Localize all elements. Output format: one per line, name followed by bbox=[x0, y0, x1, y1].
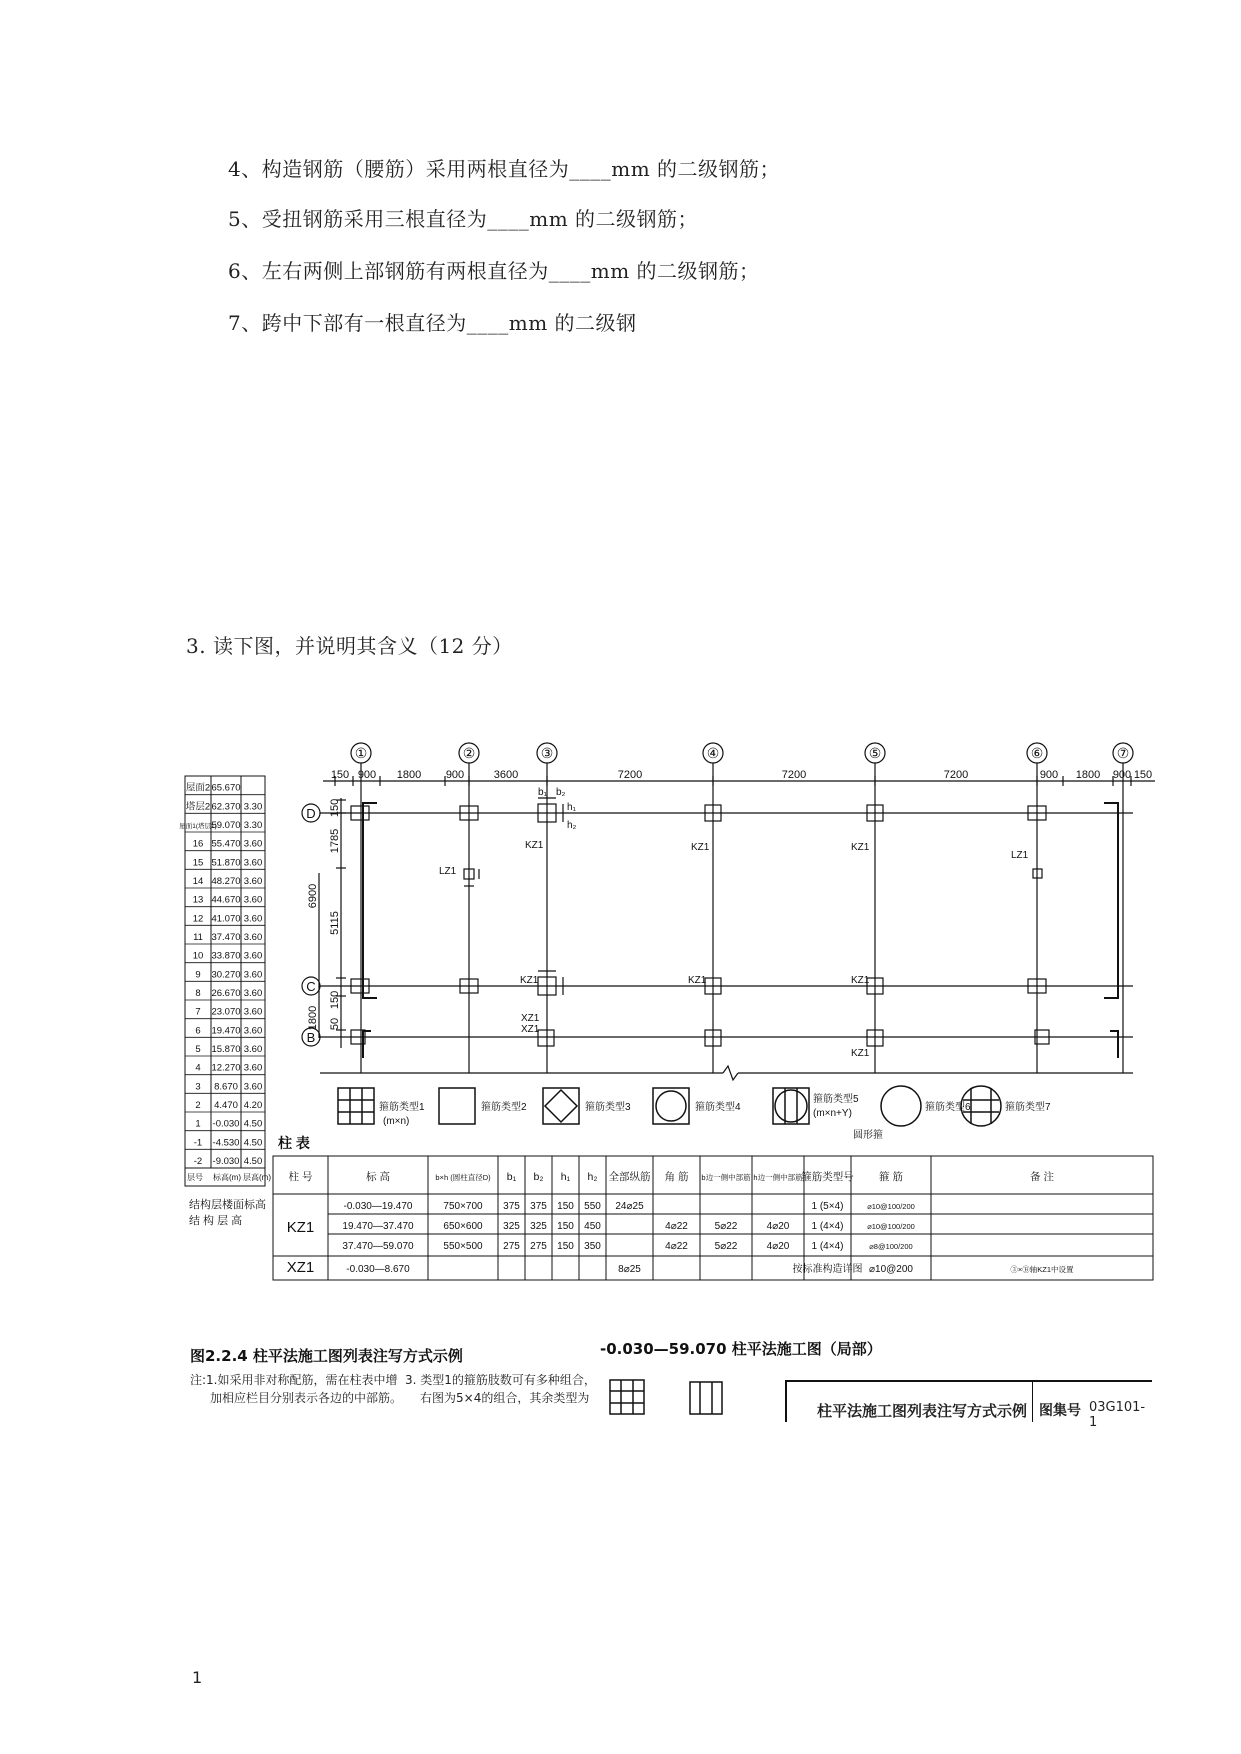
table-header: b边一侧中部筋 bbox=[701, 1173, 751, 1182]
stirrup-type-label: (m×n) bbox=[383, 1116, 410, 1127]
table-cell: ③×Ⓑ轴KZ1中设置 bbox=[1010, 1265, 1074, 1274]
table-cell: KZ1 bbox=[286, 1219, 315, 1236]
table-cell: 150 bbox=[557, 1221, 574, 1232]
level-cell: 3.60 bbox=[243, 950, 263, 962]
table-cell: 8⌀25 bbox=[618, 1264, 641, 1275]
table-cell: 37.470—59.070 bbox=[342, 1241, 414, 1252]
level-cell: 6 bbox=[195, 1025, 201, 1037]
level-cell: 3.30 bbox=[243, 820, 263, 831]
level-cell: 3.30 bbox=[243, 801, 263, 813]
atlas-label: 图集号 bbox=[1039, 1403, 1081, 1419]
dim-label: 900 bbox=[1112, 769, 1132, 781]
dim-label: 150 bbox=[330, 769, 350, 781]
note-1b: 加相应栏目分别表示各边的中部筋。 bbox=[210, 1391, 403, 1405]
level-cell: 8 bbox=[195, 988, 201, 999]
table-cell: 4⌀22 bbox=[665, 1241, 688, 1252]
table-header: 角 筋 bbox=[664, 1171, 689, 1183]
table-cell: ⌀10@200 bbox=[869, 1264, 913, 1275]
column-label: KZ1 bbox=[851, 842, 870, 853]
level-cell: 12 bbox=[192, 913, 204, 925]
level-cell: 4.50 bbox=[243, 1137, 263, 1149]
table-cell: 750×700 bbox=[443, 1201, 483, 1212]
table-cell: 24⌀25 bbox=[615, 1201, 644, 1212]
atlas-number: 03G101-1 bbox=[1089, 1400, 1146, 1430]
level-cell: 4.50 bbox=[243, 1156, 263, 1167]
level-cell: 4 bbox=[195, 1062, 201, 1074]
level-cell: 7 bbox=[195, 1006, 201, 1018]
level-footer: 标高(m) bbox=[213, 1173, 241, 1182]
level-cell: 37.470 bbox=[211, 932, 241, 943]
axis-label: ⑤ bbox=[868, 745, 882, 761]
table-cell: 275 bbox=[530, 1241, 547, 1252]
level-cell: 9 bbox=[195, 969, 201, 981]
table-cell: 375 bbox=[503, 1201, 520, 1212]
level-cell: 59.070 bbox=[211, 820, 241, 831]
table-cell: 325 bbox=[503, 1221, 520, 1232]
level-cell: 19.470 bbox=[211, 1025, 241, 1037]
dim-label: 900 bbox=[445, 769, 465, 781]
level-cell: 8.670 bbox=[214, 1081, 238, 1093]
level-cell: 13 bbox=[192, 894, 204, 906]
axis-label: ④ bbox=[706, 745, 720, 761]
level-caption: 结 构 层 高 bbox=[189, 1215, 243, 1227]
table-header: 箍 筋 bbox=[879, 1171, 903, 1183]
stirrup-type-label: 圆形箍 bbox=[853, 1130, 883, 1141]
level-cell: 23.070 bbox=[211, 1006, 241, 1018]
level-cell: 33.870 bbox=[211, 950, 241, 962]
axis-label: ⑥ bbox=[1030, 745, 1044, 761]
level-cell: 5 bbox=[195, 1044, 201, 1055]
dim-label: 7200 bbox=[617, 769, 643, 781]
column-label: KZ1 bbox=[525, 840, 544, 851]
table-header: h边一侧中部筋 bbox=[753, 1173, 803, 1182]
axis-label: ① bbox=[354, 745, 368, 761]
dim-label: 150 bbox=[329, 990, 341, 1010]
column-label: KZ1 bbox=[520, 975, 539, 986]
level-footer: 层号 bbox=[187, 1173, 203, 1182]
level-cell: 3.60 bbox=[243, 876, 263, 887]
table-header: b₂ bbox=[533, 1171, 544, 1183]
table-header: 箍筋类型号 bbox=[801, 1171, 854, 1183]
table-header: 全部纵筋 bbox=[608, 1171, 651, 1183]
level-cell: 10 bbox=[192, 950, 204, 962]
question-7: 7、跨中下部有一根直径为____mm 的二级钢 bbox=[228, 311, 637, 335]
level-cell: -4.530 bbox=[212, 1137, 240, 1149]
question-4: 4、构造钢筋（腰筋）采用两根直径为____mm 的二级钢筋； bbox=[228, 157, 781, 181]
title-block-text: 柱平法施工图列表注写方式示例 bbox=[817, 1402, 1028, 1420]
table-cell: ⌀8@100/200 bbox=[869, 1242, 913, 1251]
level-cell: -0.030 bbox=[212, 1118, 240, 1130]
level-caption: 结构层楼面标高 bbox=[189, 1199, 266, 1211]
level-cell: 3 bbox=[195, 1081, 201, 1093]
dim-label: 1785 bbox=[329, 828, 341, 854]
stirrup-type-label: 箍筋类型7 bbox=[1005, 1102, 1051, 1113]
level-footer: 层高(m) bbox=[243, 1173, 271, 1182]
axis-label: ⑦ bbox=[1116, 745, 1130, 761]
table-cell: ⌀10@100/200 bbox=[867, 1202, 915, 1211]
column-label: LZ1 bbox=[439, 866, 457, 877]
stirrup-type-label: 箍筋类型5 bbox=[813, 1094, 859, 1105]
plan-title: -0.030—59.070 柱平法施工图（局部） bbox=[600, 1340, 882, 1358]
level-cell: 12.270 bbox=[211, 1062, 241, 1074]
level-cell: 1 bbox=[195, 1118, 201, 1130]
level-cell: -1 bbox=[193, 1137, 203, 1149]
column-label: LZ1 bbox=[1011, 850, 1029, 861]
dim-label: 900 bbox=[357, 769, 377, 781]
title-block bbox=[785, 1380, 1152, 1430]
level-cell: 2 bbox=[195, 1100, 201, 1111]
table-cell: 19.470—37.470 bbox=[342, 1221, 414, 1232]
level-cell: 14 bbox=[192, 876, 204, 887]
dim-label: 900 bbox=[1039, 769, 1059, 781]
table-header: b×h (圆柱直径D) bbox=[435, 1173, 491, 1182]
section-3-heading: 3. 读下图，并说明其含义（12 分） bbox=[186, 634, 513, 658]
level-cell: 11 bbox=[193, 932, 203, 943]
level-cell: 3.60 bbox=[243, 1006, 263, 1018]
level-cell: 3.60 bbox=[243, 988, 263, 999]
dim-label: 1800 bbox=[396, 769, 422, 781]
dim-label: 1800 bbox=[1075, 769, 1101, 781]
table-header: b₁ bbox=[506, 1171, 517, 1183]
dim-label: 7200 bbox=[781, 769, 807, 781]
level-cell: 48.270 bbox=[211, 876, 241, 887]
level-cell: 51.870 bbox=[211, 857, 241, 869]
level-cell: 41.070 bbox=[211, 913, 241, 925]
table-header: 柱 号 bbox=[288, 1171, 313, 1183]
table-cell: 375 bbox=[530, 1201, 547, 1212]
column-label: KZ1 bbox=[851, 975, 870, 986]
note-3b: 右图为5×4的组合，其余类型为 bbox=[420, 1391, 590, 1405]
dim-label: 150 bbox=[329, 798, 341, 818]
column-label: KZ1 bbox=[688, 975, 707, 986]
level-cell: 3.60 bbox=[243, 913, 263, 925]
table-cell: 325 bbox=[530, 1221, 547, 1232]
table-header: 标 高 bbox=[366, 1171, 390, 1183]
stirrup-type-label: (m×n+Y) bbox=[813, 1108, 852, 1119]
stirrup-type-label: 箍筋类型2 bbox=[481, 1102, 527, 1113]
stirrup-type-label: 箍筋类型1 bbox=[379, 1102, 425, 1113]
stirrup-5x4-icons bbox=[600, 1360, 750, 1420]
stirrup-type-label: 箍筋类型6 bbox=[925, 1102, 971, 1113]
row-label: D bbox=[306, 806, 316, 821]
level-cell: 4.50 bbox=[243, 1118, 263, 1130]
dim-label: 7200 bbox=[943, 769, 969, 781]
column-label: XZ1 bbox=[521, 1024, 540, 1035]
column-label: KZ1 bbox=[691, 842, 710, 853]
level-cell: 15.870 bbox=[211, 1044, 241, 1055]
row-label: C bbox=[306, 979, 316, 994]
dim-label: 50 bbox=[329, 1017, 341, 1031]
stirrup-type-label: 箍筋类型4 bbox=[695, 1102, 741, 1113]
note-3a: 3. 类型1的箍筋肢数可有多种组合， bbox=[405, 1373, 596, 1387]
question-6: 6、左右两侧上部钢筋有两根直径为____mm 的二级钢筋； bbox=[228, 259, 760, 283]
table-cell: 4⌀20 bbox=[766, 1221, 790, 1232]
note-1a: 注:1.如采用非对称配筋，需在柱表中增 bbox=[190, 1373, 398, 1387]
column-table-title: 柱 表 bbox=[278, 1135, 310, 1151]
figure-caption: 图2.2.4 柱平法施工图列表注写方式示例 bbox=[190, 1347, 463, 1365]
level-cell: 屋面1(塔层1) bbox=[179, 823, 217, 830]
table-cell: ⌀10@100/200 bbox=[867, 1222, 915, 1231]
table-cell: 650×600 bbox=[443, 1221, 483, 1232]
table-header: h₂ bbox=[587, 1171, 598, 1183]
structural-drawing bbox=[179, 738, 1155, 1418]
dim-label: 150 bbox=[1133, 769, 1153, 781]
level-cell: 3.60 bbox=[243, 969, 263, 981]
table-cell: 275 bbox=[503, 1241, 520, 1252]
dim-symbol: h₁ bbox=[567, 802, 576, 813]
level-cell: 3.60 bbox=[243, 894, 263, 906]
level-cell: 16 bbox=[192, 838, 204, 850]
column-plan-figure bbox=[179, 738, 1155, 1418]
level-cell: 塔层2 bbox=[185, 801, 211, 813]
table-cell: 1 (4×4) bbox=[811, 1241, 844, 1252]
level-cell: 15 bbox=[192, 857, 204, 869]
level-cell: 3.60 bbox=[243, 932, 263, 943]
dim-symbol: b₂ bbox=[556, 787, 566, 798]
axis-label: ③ bbox=[540, 745, 554, 761]
table-cell: 1 (4×4) bbox=[811, 1221, 844, 1232]
table-cell: XZ1 bbox=[286, 1259, 315, 1276]
column-label: KZ1 bbox=[851, 1048, 870, 1059]
level-cell: 3.60 bbox=[243, 1025, 263, 1037]
table-cell: -0.030—8.670 bbox=[346, 1264, 410, 1275]
level-cell: -2 bbox=[193, 1156, 203, 1167]
level-cell: 3.60 bbox=[243, 1062, 263, 1074]
dim-label: 5115 bbox=[329, 911, 341, 935]
table-cell: 150 bbox=[557, 1241, 574, 1252]
level-cell: 3.60 bbox=[243, 1044, 263, 1055]
dim-label: 6900 bbox=[307, 883, 319, 909]
table-cell: 5⌀22 bbox=[714, 1221, 738, 1232]
level-cell: 4.20 bbox=[243, 1100, 263, 1111]
level-cell: 3.60 bbox=[243, 1081, 263, 1093]
level-cell: 4.470 bbox=[214, 1100, 238, 1111]
table-cell: 按标准构造详图 bbox=[792, 1264, 863, 1275]
level-cell: -9.030 bbox=[212, 1156, 240, 1167]
level-cell: 62.370 bbox=[211, 801, 241, 813]
axis-label: ② bbox=[462, 745, 476, 761]
level-cell: 55.470 bbox=[211, 838, 241, 850]
table-header: 备 注 bbox=[1030, 1171, 1054, 1183]
table-cell: -0.030—19.470 bbox=[343, 1201, 413, 1212]
question-5: 5、受扭钢筋采用三根直径为____mm 的二级钢筋； bbox=[228, 207, 699, 231]
table-cell: 1 (5×4) bbox=[811, 1201, 844, 1212]
level-cell: 26.670 bbox=[211, 988, 241, 999]
table-header: h₁ bbox=[560, 1171, 571, 1183]
title-block-divider bbox=[1032, 1382, 1033, 1422]
table-cell: 350 bbox=[584, 1241, 601, 1252]
page-number: 1 bbox=[192, 1668, 203, 1687]
dim-label: 1800 bbox=[307, 1005, 319, 1031]
level-cell: 30.270 bbox=[211, 969, 241, 981]
table-cell: 450 bbox=[584, 1221, 601, 1232]
level-cell: 65.670 bbox=[211, 782, 241, 794]
dim-label: 3600 bbox=[493, 769, 519, 781]
table-cell: 550×500 bbox=[443, 1241, 483, 1252]
dim-symbol: h₂ bbox=[567, 820, 577, 831]
row-label: B bbox=[306, 1030, 316, 1045]
level-cell: 44.670 bbox=[211, 894, 241, 906]
column-label: XZ1 bbox=[521, 1013, 540, 1024]
dim-symbol: b₁ bbox=[538, 787, 547, 798]
table-cell: 4⌀20 bbox=[766, 1241, 790, 1252]
level-cell: 屋面2 bbox=[185, 782, 211, 794]
stirrup-type-label: 箍筋类型3 bbox=[585, 1102, 631, 1113]
table-cell: 4⌀22 bbox=[665, 1221, 688, 1232]
table-cell: 150 bbox=[557, 1201, 574, 1212]
table-cell: 5⌀22 bbox=[714, 1241, 738, 1252]
level-cell: 3.60 bbox=[243, 838, 263, 850]
level-cell: 3.60 bbox=[243, 857, 263, 869]
table-cell: 550 bbox=[584, 1201, 601, 1212]
